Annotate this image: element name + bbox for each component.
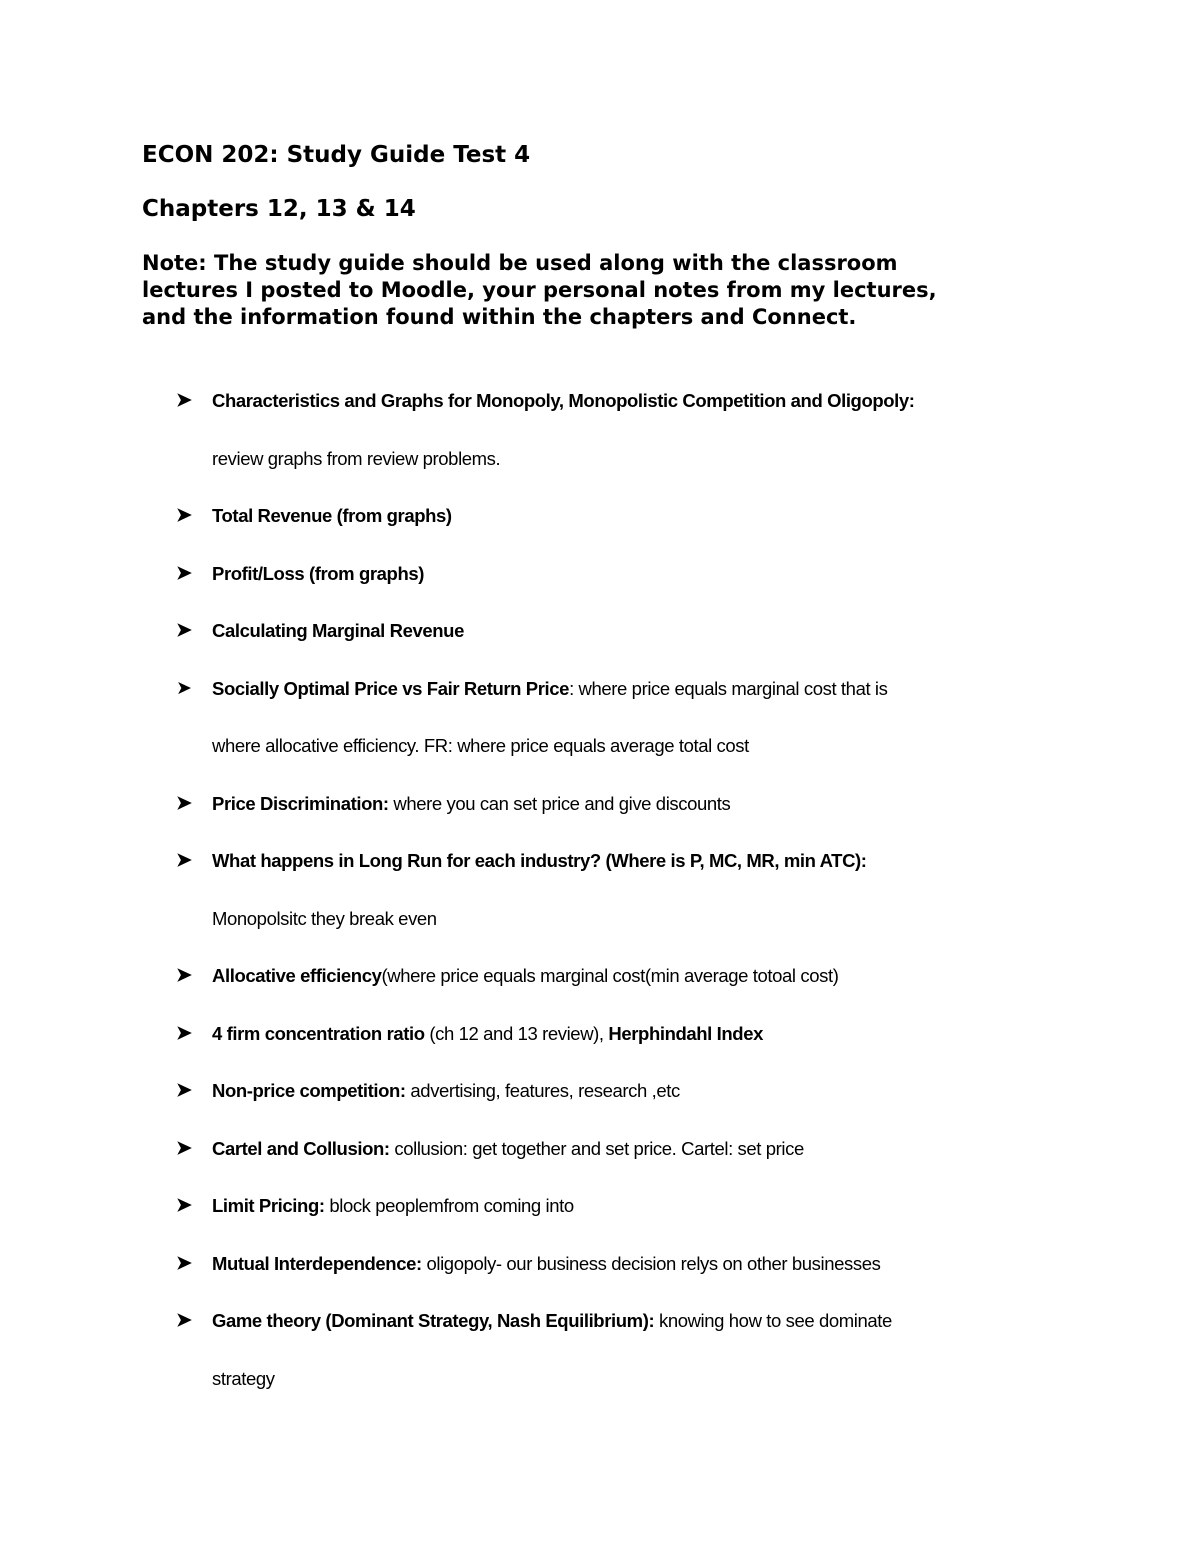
list-item: [172, 1005, 915, 1063]
list-item: [172, 1062, 915, 1120]
item-term-secondary: Herphindahl Index: [608, 1022, 763, 1044]
document-title: ECON 202: Study Guide Test 4: [142, 142, 531, 168]
item-term: Price Discrimination:: [212, 792, 389, 814]
list-item: [172, 602, 915, 660]
topic-list: [172, 372, 915, 1407]
note-line: and the information found within the chapters and Connect.: [142, 305, 857, 329]
item-term: Allocative efficiency: [212, 965, 382, 986]
arrow-bullet-icon: ➤: [176, 620, 192, 641]
item-term: Profit/Loss (from graphs): [212, 562, 425, 584]
item-term: Characteristics and Graphs for Monopoly, Monopolistic Competition and Oligopoly:: [212, 390, 915, 411]
list-item: [172, 947, 915, 1005]
note-line: lectures I posted to Moodle, your personal notes from my lectures,: [142, 278, 937, 302]
arrow-bullet-icon: ➤: [176, 1310, 192, 1331]
arrow-bullet-icon: ➤: [176, 1195, 192, 1216]
item-term: Game theory (Dominant Strategy, Nash Equilibrium):: [212, 1310, 655, 1331]
list-item: [172, 487, 915, 545]
chapters-heading: Chapters 12, 13 & 14: [142, 196, 416, 222]
item-description: advertising, features, research ,etc: [405, 1080, 680, 1101]
item-term: 4 firm concentration ratio: [212, 1022, 425, 1044]
item-description: (ch 12 and 13 review),: [424, 1022, 609, 1044]
note-line: Note: The study guide should be used along with the classroom: [142, 251, 898, 275]
item-description: knowing how to see dominate: [654, 1310, 892, 1331]
list-item: [172, 1235, 915, 1293]
item-description: collusion: get together and set price. Cartel: set price: [389, 1137, 804, 1159]
list-item: [172, 775, 915, 833]
arrow-bullet-icon: ➤: [176, 965, 192, 986]
list-item: [172, 372, 915, 430]
item-term: Limit Pricing:: [212, 1195, 325, 1216]
item-description: : where price equals marginal cost that is: [569, 677, 888, 699]
item-term: Cartel and Collusion:: [212, 1137, 390, 1159]
item-term: Mutual Interdependence:: [212, 1252, 422, 1274]
item-continuation: where allocative efficiency. FR: where price equals average total cost: [212, 735, 749, 756]
list-item: [172, 660, 915, 718]
note-paragraph: [142, 250, 1062, 331]
item-continuation: strategy: [212, 1367, 275, 1389]
item-description: oligopoly- our business decision relys on other businesses: [421, 1252, 881, 1274]
item-term: What happens in Long Run for each industry? (Where is P, MC, MR, min ATC):: [212, 850, 867, 871]
arrow-bullet-icon: ➤: [176, 562, 192, 584]
arrow-bullet-icon: ➤: [176, 390, 192, 411]
item-term: Non-price competition:: [212, 1080, 406, 1101]
arrow-bullet-icon: ➤: [176, 1022, 192, 1044]
item-continuation: Monopolsitc they break even: [212, 907, 437, 929]
item-description: where you can set price and give discounts: [388, 792, 731, 814]
arrow-bullet-icon: ➤: [176, 677, 192, 699]
list-item: [172, 545, 915, 603]
list-item: [172, 1177, 915, 1235]
arrow-bullet-icon: ➤: [176, 1080, 192, 1101]
item-term: Total Revenue (from graphs): [212, 505, 452, 526]
item-term: Calculating Marginal Revenue: [212, 620, 464, 641]
arrow-bullet-icon: ➤: [176, 850, 192, 871]
arrow-bullet-icon: ➤: [176, 505, 192, 526]
arrow-bullet-icon: ➤: [176, 792, 192, 814]
item-continuation: review graphs from review problems.: [212, 447, 501, 469]
item-term: Socially Optimal Price vs Fair Return Price: [212, 677, 570, 699]
list-item: [172, 1292, 915, 1350]
arrow-bullet-icon: ➤: [176, 1137, 192, 1159]
item-description: block peoplemfrom coming into: [324, 1195, 574, 1216]
list-item: [172, 1120, 915, 1178]
item-description: (where price equals marginal cost(min average totoal cost): [381, 965, 839, 986]
arrow-bullet-icon: ➤: [176, 1252, 192, 1274]
list-item: [172, 832, 915, 890]
